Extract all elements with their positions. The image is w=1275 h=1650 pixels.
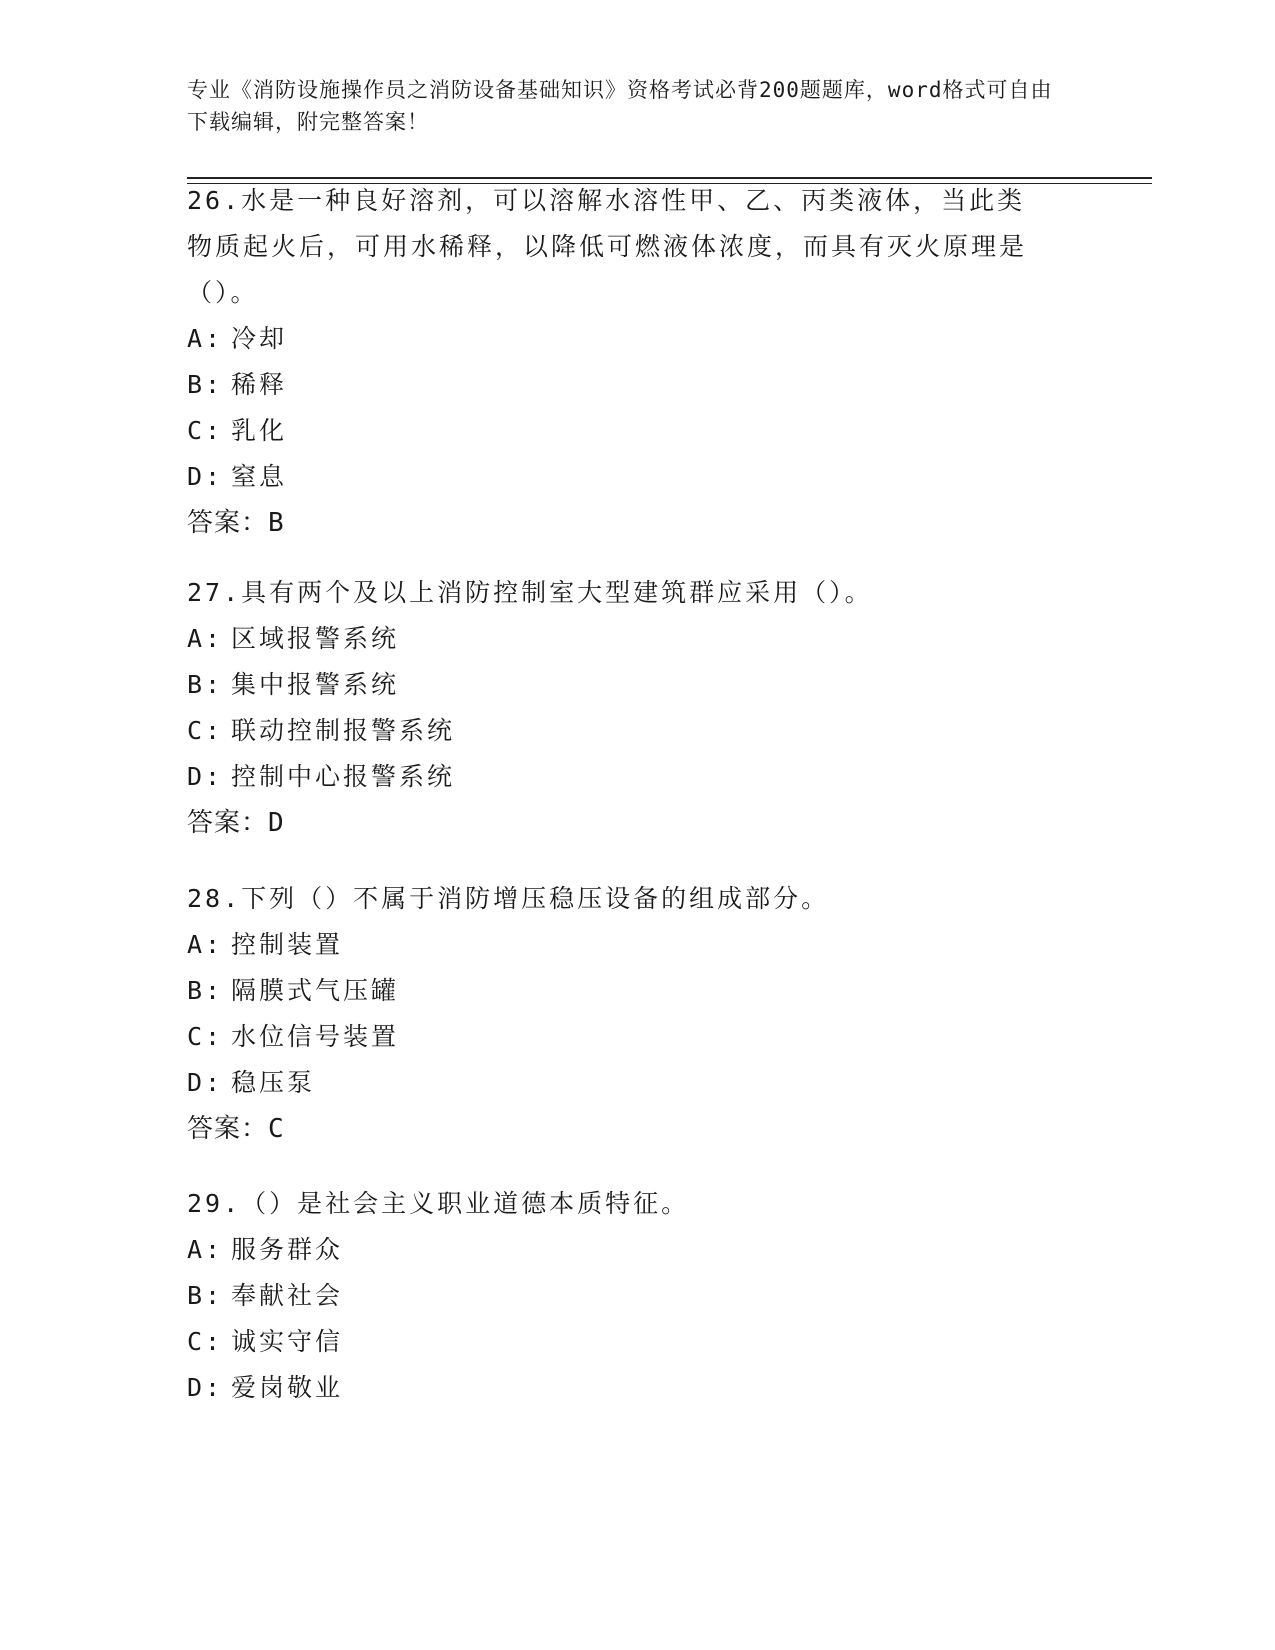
option-letter: C: (187, 416, 224, 445)
option-text: 控制中心报警系统 (231, 762, 456, 791)
answer-line (187, 1106, 1087, 1152)
option-text: 控制装置 (231, 930, 344, 959)
option-a (187, 616, 1087, 662)
answer-value: C (268, 1114, 285, 1144)
option-b (187, 662, 1087, 708)
option-c (187, 1014, 1087, 1060)
option-letter: A: (187, 930, 224, 959)
option-letter: C: (187, 1327, 224, 1356)
option-letter: B: (187, 976, 224, 1005)
option-letter: D: (187, 1373, 224, 1402)
option-text: 服务群众 (231, 1235, 344, 1264)
option-text: 水位信号装置 (231, 1022, 400, 1051)
option-letter: B: (187, 670, 224, 699)
answer-label: 答案： (187, 508, 269, 538)
answer-value: D (268, 808, 285, 838)
option-text: 冷却 (231, 324, 288, 353)
option-text: 窒息 (231, 462, 288, 491)
option-d (187, 1365, 1087, 1411)
option-letter: A: (187, 324, 224, 353)
document-header-title: 专业《消防设施操作员之消防设备基础知识》资格考试必背200题题库，word格式可自由下载编辑，附完整答案！ (187, 78, 1053, 134)
option-letter: B: (187, 1281, 224, 1310)
answer-line (187, 500, 1087, 546)
option-text: 区域报警系统 (231, 624, 400, 653)
question-27 (187, 570, 1087, 846)
option-text: 奉献社会 (231, 1281, 344, 1310)
option-letter: C: (187, 716, 224, 745)
option-letter: A: (187, 624, 224, 653)
option-c (187, 1319, 1087, 1365)
option-a (187, 922, 1087, 968)
question-26 (187, 178, 1087, 546)
option-a (187, 1227, 1087, 1273)
option-d (187, 454, 1087, 500)
option-text: 稀释 (231, 370, 288, 399)
question-stem: 28.下列（）不属于消防增压稳压设备的组成部分。 (187, 884, 830, 913)
option-letter: C: (187, 1022, 224, 1051)
question-stem: 27.具有两个及以上消防控制室大型建筑群应采用（）。 (187, 578, 873, 607)
option-letter: A: (187, 1235, 224, 1264)
option-a (187, 316, 1087, 362)
option-c (187, 408, 1087, 454)
option-text: 联动控制报警系统 (231, 716, 456, 745)
question-29 (187, 1181, 1087, 1411)
question-stem: 26.水是一种良好溶剂，可以溶解水溶性甲、乙、丙类液体，当此类物质起火后，可用水稀释，以降低可燃液体浓度，而具有灭火原理是（）。 (187, 186, 1028, 307)
option-text: 诚实守信 (231, 1327, 344, 1356)
option-text: 隔膜式气压罐 (231, 976, 400, 1005)
option-d (187, 754, 1087, 800)
answer-label: 答案： (187, 1114, 269, 1144)
option-c (187, 708, 1087, 754)
answer-value: B (268, 508, 285, 538)
option-letter: D: (187, 762, 224, 791)
option-text: 稳压泵 (231, 1068, 316, 1097)
option-text: 乳化 (231, 416, 288, 445)
answer-line (187, 800, 1087, 846)
option-text: 集中报警系统 (231, 670, 400, 699)
question-28 (187, 876, 1087, 1152)
option-b (187, 362, 1087, 408)
option-text: 爱岗敬业 (231, 1373, 344, 1402)
answer-label: 答案： (187, 808, 269, 838)
option-letter: D: (187, 462, 224, 491)
option-letter: D: (187, 1068, 224, 1097)
question-stem: 29.（）是社会主义职业道德本质特征。 (187, 1189, 690, 1218)
option-letter: B: (187, 370, 224, 399)
option-d (187, 1060, 1087, 1106)
option-b (187, 1273, 1087, 1319)
option-b (187, 968, 1087, 1014)
